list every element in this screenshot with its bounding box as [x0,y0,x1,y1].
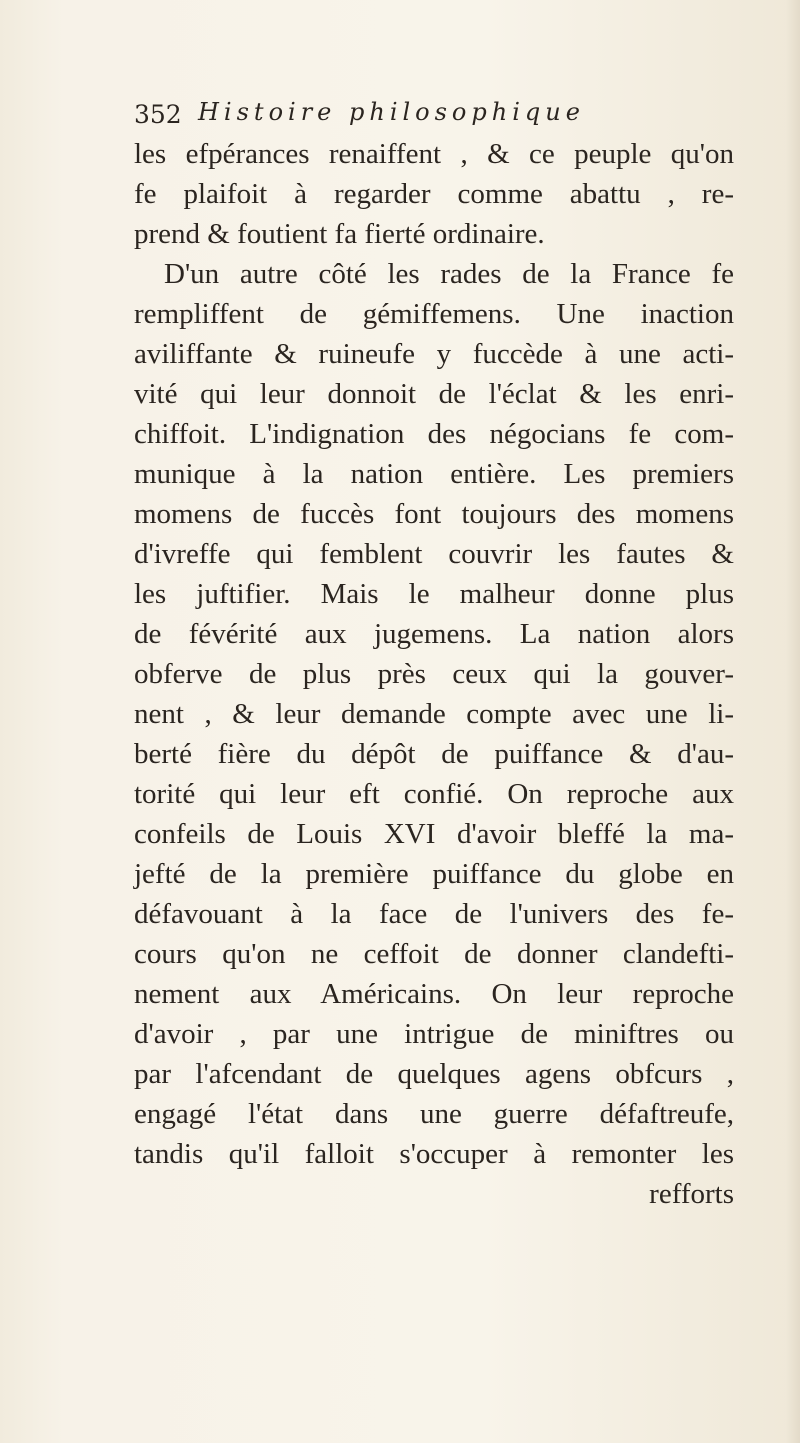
text-line: les efpérances renaiffent , & ce peuple qu'on [134,138,734,170]
text-line: rempliffent de gémiffemens. Une inaction [134,298,734,330]
text-line: d'avoir , par une intrigue de miniftres ou [134,1018,734,1050]
text-line: prend & foutient fa fierté ordinaire. [134,218,545,250]
text-line: obferve de plus près ceux qui la gouver- [134,658,734,690]
text-line: berté fière du dépôt de puiffance & d'au- [134,738,734,770]
text-line: tandis qu'il falloit s'occuper à remonter les [134,1138,734,1170]
paragraph-start-line: D'un autre côté les rades de la France fe [164,258,734,290]
text-line: fe plaifoit à regarder comme abattu , re- [134,178,734,210]
text-line: engagé l'état dans une guerre défaftreufe, [134,1098,734,1130]
text-line: momens de fuccès font toujours des momens [134,498,734,530]
text-line: confeils de Louis XVI d'avoir bleffé la ma- [134,818,734,850]
page-edge-shadow [786,0,800,1443]
text-line: munique à la nation entière. Les premiers [134,458,734,490]
text-line: défavouant à la face de l'univers des fe- [134,898,734,930]
text-line: nent , & leur demande compte avec une li- [134,698,734,730]
text-line: d'ivreffe qui femblent couvrir les fautes & [134,538,734,570]
running-title: Histoire philosophique [198,98,585,126]
text-line: par l'afcendant de quelques agens obfcurs , [134,1058,734,1090]
text-line: vité qui leur donnoit de l'éclat & les enri- [134,378,734,410]
text-line: cours qu'on ne ceffoit de donner clandefti- [134,938,734,970]
body-text [134,134,734,1214]
text-line: nement aux Américains. On leur reproche [134,978,734,1010]
text-line: torité qui leur eft confié. On reproche aux [134,778,734,810]
text-line: aviliffante & ruineufe y fuccède à une acti- [134,338,734,370]
running-header [134,96,734,132]
text-line: de févérité aux jugemens. La nation alors [134,618,734,650]
page-number: 352 [134,100,182,129]
text-line: les juftifier. Mais le malheur donne plus [134,578,734,610]
catchword: refforts [649,1178,734,1210]
text-line: jefté de la première puiffance du globe en [134,858,734,890]
text-line: chiffoit. L'indignation des négocians fe com- [134,418,734,450]
